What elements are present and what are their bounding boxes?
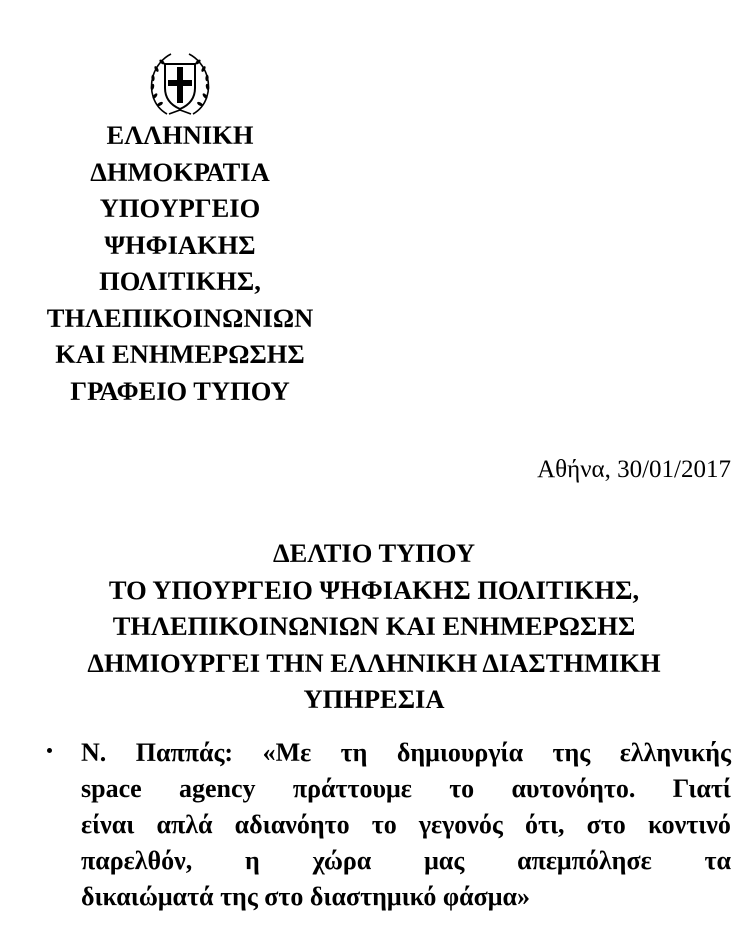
word: Γιατί [672, 774, 731, 803]
word: δημιουργία [396, 738, 524, 767]
quote-line-4 [81, 843, 731, 879]
header-line-2: ΔΗΜΟΚΡΑΤΙΑ [90, 156, 270, 187]
ministry-header [10, 117, 350, 409]
word: αδιανόητο [234, 810, 350, 839]
quote-line-2 [81, 771, 731, 807]
header-line-8: ΓΡΑΦΕΙΟ ΤΥΠΟΥ [70, 375, 290, 406]
bullet-dot-icon [47, 748, 52, 753]
word: agency [179, 774, 256, 803]
word: πράττουμε [292, 774, 412, 803]
word: παρελθόν, [81, 846, 193, 875]
title-line-4: ΔΗΜΙΟΥΡΓΕΙ ΤΗΝ ΕΛΛΗΝΙΚΗ ΔΙΑΣΤΗΜΙΚΗ [87, 647, 661, 678]
word: Παππάς: [135, 738, 234, 767]
word: της [552, 738, 591, 767]
word: το [449, 774, 475, 803]
word: στο [586, 810, 626, 839]
word: τη [340, 738, 368, 767]
word: απεμπόλησε [517, 846, 652, 875]
quote-text [81, 735, 731, 915]
header-line-1: ΕΛΛΗΝΙΚΗ [106, 120, 254, 150]
title-line-5: ΥΠΗΡΕΣΙΑ [303, 684, 445, 714]
word: χώρα [312, 846, 372, 875]
title-line-3: ΤΗΛΕΠΙΚΟΙΝΩΝΙΩΝ ΚΑΙ ΕΝΗΜΕΡΩΣΗΣ [112, 611, 636, 641]
header-line-5: ΠΟΛΙΤΙΚΗΣ, [99, 266, 261, 296]
word: κοντινό [647, 810, 731, 839]
word: η [245, 846, 260, 875]
quote-line-5 [81, 879, 731, 915]
word: γεγονός [418, 810, 503, 839]
word: μας [424, 846, 465, 875]
greek-state-emblem [147, 50, 213, 120]
document-date: Αθήνα, 30/01/2017 [537, 456, 731, 483]
word: space [81, 774, 142, 803]
word: είναι [81, 810, 135, 839]
header-line-7: ΚΑΙ ΕΝΗΜΕΡΩΣΗΣ [55, 339, 305, 369]
press-release-title [0, 535, 748, 718]
header-line-3: ΥΠΟΥΡΓΕΙΟ [99, 193, 261, 223]
word: «Με [262, 738, 312, 767]
quote-line-1 [81, 735, 731, 771]
word: απλά [156, 810, 213, 839]
title-line-2: ΤΟ ΥΠΟΥΡΓΕΙΟ ΨΗΦΙΑΚΗΣ ΠΟΛΙΤΙΚΗΣ, [108, 574, 640, 605]
word: ότι, [525, 810, 565, 839]
word: τα [704, 846, 731, 875]
header-line-4: ΨΗΦΙΑΚΗΣ [104, 229, 256, 260]
quote-line-3 [81, 807, 731, 843]
word: Ν. [81, 738, 107, 767]
word: δικαιώματά της στο διαστημικό φάσμα» [81, 882, 530, 911]
word: το [371, 810, 397, 839]
header-line-6: ΤΗΛΕΠΙΚΟΙΝΩΝΙΩΝ [46, 302, 314, 333]
word: αυτονόητο. [511, 774, 636, 803]
word: ελληνικής [619, 738, 731, 767]
title-line-1: ΔΕΛΤΙΟ ΤΥΠΟΥ [273, 538, 475, 568]
